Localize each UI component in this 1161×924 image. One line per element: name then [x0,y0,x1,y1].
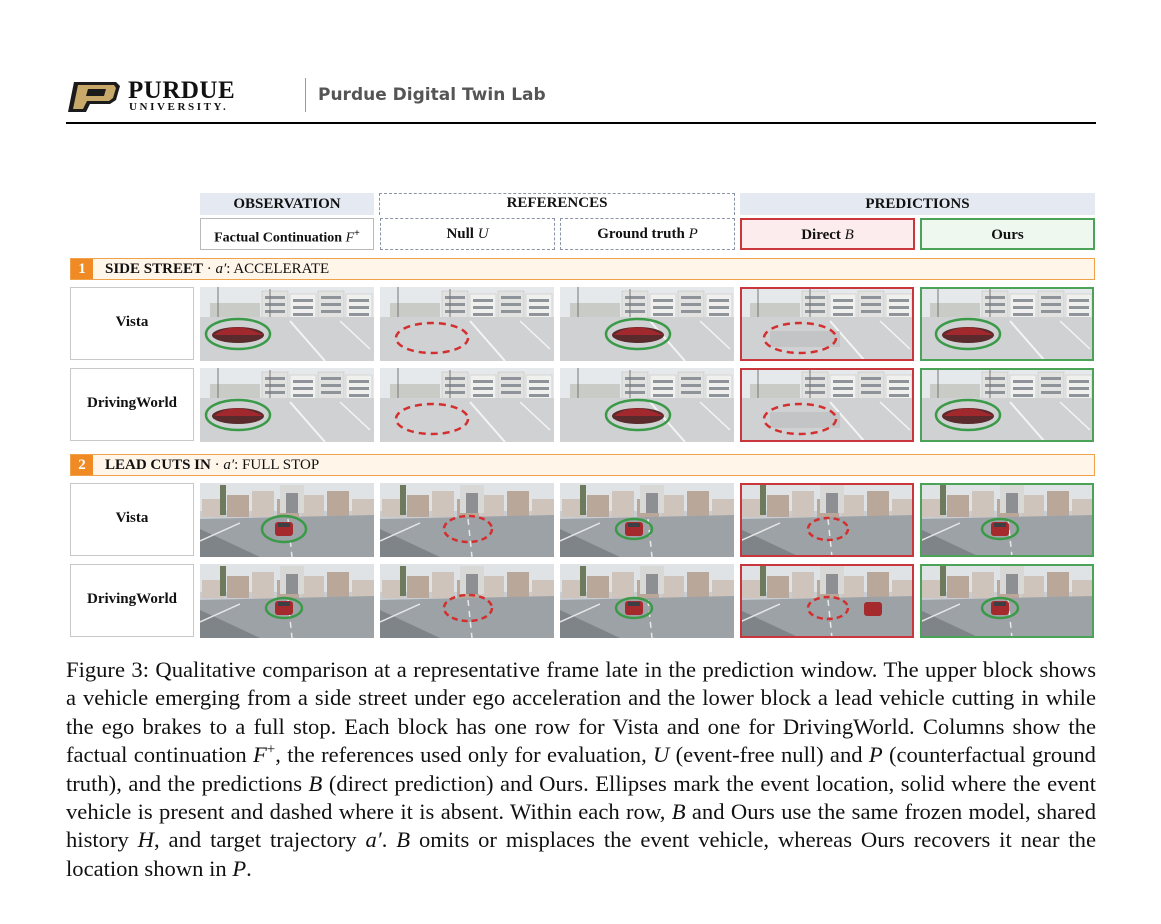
frame-ground-truth-row-4 [560,564,734,638]
frame-direct-row-3 [740,483,914,557]
frame-image [380,564,554,638]
frame-image [920,564,1094,638]
block-2-number: 2 [71,455,93,475]
col-ours-text: Ours [991,227,1024,243]
caption-text: and Ours use the same frozen model, shared history [66,799,1096,853]
frame-ours-row-3 [920,483,1094,557]
block-2-header [70,454,1095,476]
caption-math: P [868,742,883,768]
block-1-action-symbol: a′ [215,261,227,277]
caption-math-sup: + [266,741,276,758]
frame-image [920,287,1094,361]
caption-text: , the references used only for evaluation, [275,742,653,768]
block-2-sep: · [210,457,224,473]
frame-direct-row-1 [740,287,914,361]
frame-ours-row-2 [920,368,1094,442]
block-1-action: : ACCELERATE [226,261,330,277]
frame-null-row-4 [380,564,554,638]
col-direct-text: Direct [801,227,845,243]
row-label-text: DrivingWorld [86,395,177,411]
block-2-title [105,455,319,475]
frame-image [560,287,734,361]
caption-math: H [137,827,154,853]
caption-text: , and target trajectory [154,827,366,853]
logo-subtitle: UNIVERSITY. [129,101,229,113]
frame-image [920,368,1094,442]
col-factual [200,218,374,250]
group-predictions: PREDICTIONS [740,193,1095,215]
row-label-text: Vista [115,510,149,526]
row-label-b1-drivingworld [70,368,194,441]
frame-image [740,287,914,361]
frame-null-row-1 [380,287,554,361]
frame-direct-row-2 [740,368,914,442]
frame-null-row-3 [380,483,554,557]
caption-math: B [308,770,323,796]
col-null [380,218,555,250]
frame-direct-row-4 [740,564,914,638]
frame-factual-row-2 [200,368,374,442]
row-label-b2-drivingworld [70,564,194,637]
col-null-text: Null [446,226,478,242]
group-observation: OBSERVATION [200,193,374,215]
frame-image [740,564,914,638]
frame-factual-row-3 [200,483,374,557]
frame-ours-row-1 [920,287,1094,361]
col-direct-symbol: B [844,227,854,243]
col-factual-text: Factual Continuation [214,230,346,246]
col-ours [920,218,1095,250]
group-references: REFERENCES [379,193,735,215]
row-label-b1-vista [70,287,194,360]
caption-text: omits or misplaces the event vehicle, whereas Ours recovers it near the location shown in [66,827,1097,881]
frame-image [740,483,914,557]
row-label-b2-vista [70,483,194,556]
frame-image [380,368,554,442]
frame-ours-row-4 [920,564,1094,638]
logo-word: PURDUE [128,77,236,104]
row-label-text: Vista [115,314,149,330]
col-factual-symbol: F [345,230,355,246]
col-direct [740,218,915,250]
block-1-title [105,259,329,279]
frame-image [920,483,1094,557]
caption-math: U [653,742,670,768]
block-2-title-text: LEAD CUTS IN [105,457,211,473]
caption-math: a′ [365,827,382,853]
caption-text: (event-free null) and [669,742,869,768]
block-1-title-text: SIDE STREET [105,261,203,277]
col-gt-symbol: P [688,226,698,242]
frame-image [560,564,734,638]
frame-image [200,287,374,361]
frame-image [200,368,374,442]
frame-image [560,368,734,442]
frame-image [740,368,914,442]
col-null-symbol: U [477,226,489,242]
frame-ground-truth-row-2 [560,368,734,442]
frame-factual-row-1 [200,287,374,361]
frame-image [380,483,554,557]
col-gt-text: Ground truth [597,226,689,242]
row-label-text: DrivingWorld [86,591,177,607]
frame-null-row-2 [380,368,554,442]
frame-ground-truth-row-3 [560,483,734,557]
block-1-header [70,258,1095,280]
caption-text: (counterfactual ground truth), and the predictions [66,742,1096,796]
caption-text: . [381,827,397,853]
caption-math: B [396,827,411,853]
lab-name: Purdue Digital Twin Lab [318,85,546,105]
block-2-action: : FULL STOP [234,457,320,473]
frame-image [560,483,734,557]
block-1-sep: · [202,261,216,277]
caption-math: F [252,742,267,768]
frame-ground-truth-row-1 [560,287,734,361]
caption-math: B [671,799,686,825]
block-1-number: 1 [71,259,93,279]
caption-text: Qualitative comparison at a representative frame late in the prediction window. The upper block shows a vehicle emerging from a side street under ego acceleration and the lower block a lead vehicle cutting in while the ego brakes to a full stop. Each block has one row for Vista and one for DrivingWorld. Columns show the factual continuation [66,657,1096,768]
col-factual-sup: + [354,228,360,239]
frame-factual-row-4 [200,564,374,638]
col-ground-truth [560,218,735,250]
caption-math: P [232,855,247,881]
figure-caption [66,656,1096,883]
caption-text: . [246,855,252,881]
frame-image [200,483,374,557]
caption-text: (direct prediction) and Ours. Ellipses mark the event location, solid where the event vehicle is present and dashed where it is absent. Within each row, [66,770,1096,825]
block-2-action-symbol: a′ [223,457,235,473]
frame-image [380,287,554,361]
frame-image [200,564,374,638]
caption-label: Figure 3: [66,657,149,682]
